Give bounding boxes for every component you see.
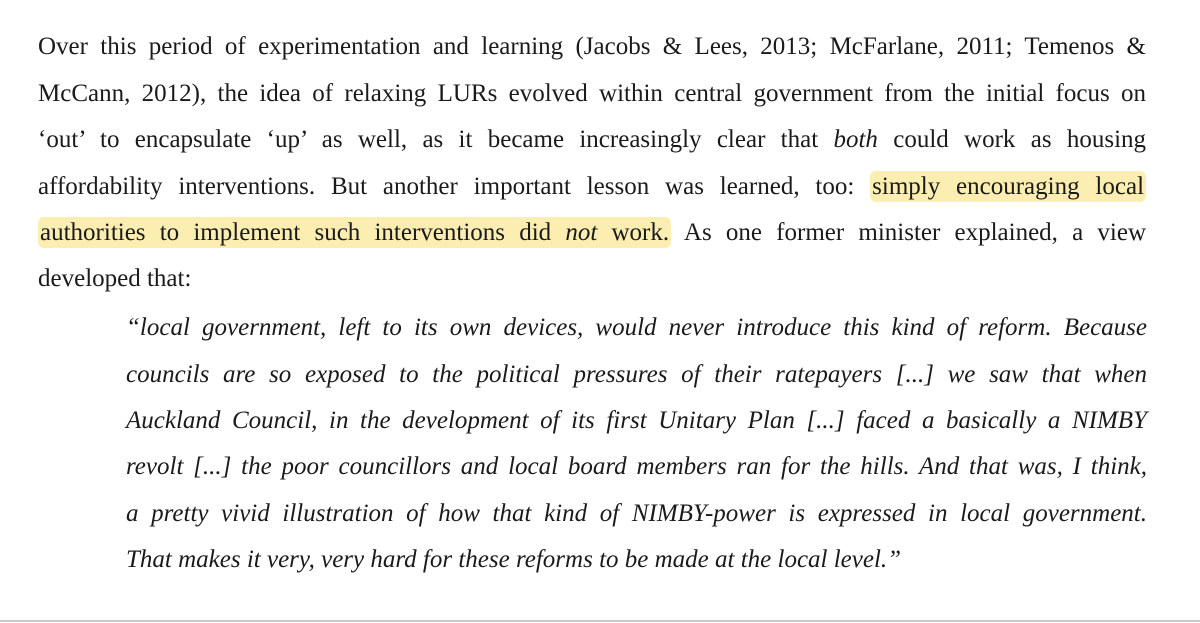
paragraph-line-4-text-a: affordability interventions. But another important lesson was learned, too: [38, 173, 855, 200]
quote-line-4: revolt [...] the poor councillors and local board members ran for the hills. And that was, I think, [126, 453, 1147, 480]
quote-line-1: “local government, left to its own devices, would never introduce this kind of reform. Because [126, 314, 1147, 341]
quote-line-5: a pretty vivid illustration of how that kind of NIMBY-power is expressed in local government. [126, 500, 1147, 527]
paragraph-line-2: McCann, 2012), the idea of relaxing LURs evolved within central government from the initial focus on [38, 80, 1146, 107]
highlighted-text-part-a: authorities to implement such interventions did [40, 219, 552, 246]
quote-line-3: Auckland Council, in the development of its first Unitary Plan [...] faced a basically a NIMBY [126, 407, 1147, 434]
page-bottom-divider [0, 620, 1200, 622]
highlighted-text-part-c: work. [611, 219, 670, 246]
paragraph-line-3 [38, 125, 1146, 155]
emphasis-not: not [565, 219, 598, 246]
paragraph-line-1: Over this period of experimentation and learning (Jacobs & Lees, 2013; McFarlane, 2011; Temenos & [38, 33, 1146, 60]
paragraph-line-3-text-c: could work as housing [893, 126, 1147, 153]
highlighted-text-start: simply encouraging local [872, 173, 1145, 200]
quote-line-2: councils are so exposed to the political pressures of their ratepayers [...] we saw that when [126, 361, 1147, 388]
paragraph-line-6: developed that: [38, 265, 192, 292]
paragraph-line-4 [38, 172, 1146, 202]
quote-line-6: That makes it very, very hard for these reforms to be made at the local level.” [126, 546, 902, 573]
highlighted-text-end [38, 217, 671, 248]
paragraph-line-5 [38, 218, 1146, 248]
paragraph-line-3-text-a: ‘out’ to encapsulate ‘up’ as well, as it became increasingly clear that [38, 126, 819, 153]
emphasis-both: both [833, 126, 878, 153]
paragraph-line-5-text-d: As one former minister explained, a view [683, 219, 1146, 246]
